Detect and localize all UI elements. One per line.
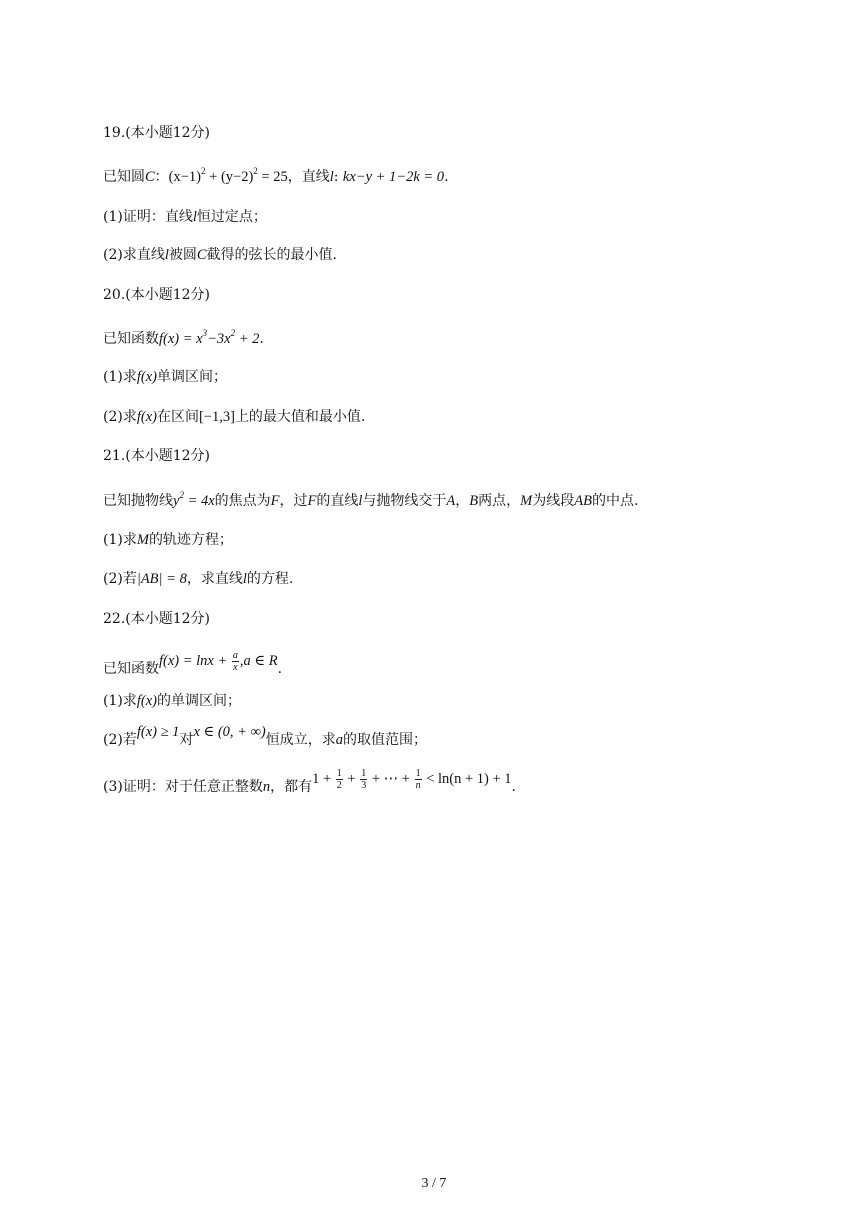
q19-header: 19.(本小题12分)	[103, 125, 211, 141]
page-number: 3 / 7	[421, 1176, 447, 1191]
q22-part1: (1)求f(x)的单调区间；	[103, 693, 241, 709]
q21-header: 21.(本小题12分)	[103, 448, 211, 464]
q21-part2: (2)若|AB| = 8，求直线l的方程.	[103, 571, 294, 587]
q22-part2: (2)若f(x) ≥ 1对x ∈ (0, + ∞)恒成立，求a的取值范围；	[103, 724, 428, 748]
q22-header: 22.(本小题12分)	[103, 611, 211, 627]
q20-part1: (1)求f(x)单调区间；	[103, 369, 227, 385]
q20-header: 20.(本小题12分)	[103, 287, 211, 303]
q21-part1: (1)求M的轨迹方程；	[103, 532, 233, 548]
q20-stem: 已知函数$f(x) = x^3-3x^2 + 2$.	[103, 328, 264, 347]
fraction-a-over-x: $\frac{a}{x}$	[232, 650, 238, 673]
q21-stem: 已知抛物线$y^2 = 4x$的焦点为F，过F的直线l与抛物线交于A，B两点，M为线段AB的中点.	[103, 490, 639, 509]
harmonic-inequality: 1 + $\frac{1}{2}$ + $\frac{1}{3}$ + ⋯ + $\frac{1}{n}$ < ln(n + 1) + 1	[312, 768, 512, 791]
q20-part2: (2)求f(x)在区间[−1,3]上的最大值和最小值.	[103, 409, 366, 425]
q19-part2: (2)求直线l被圆C截得的弦长的最小值.	[103, 247, 337, 263]
q22-stem: 已知函数f(x) = lnx + $\frac{a}{x}$ ,a ∈ R.	[103, 650, 283, 677]
q19-part1: (1)证明：直线l恒过定点；	[103, 209, 267, 225]
q22-part3: (3)证明：对于任意正整数n，都有1 + $\frac{1}{2}$ + $\frac{1}{3}$ + ⋯ + $\frac{1}{n}$ < ln(n + 1) + 1.	[103, 768, 516, 795]
q19-stem: 已知圆C：$(x-1)^2 + (y-2)^2 = 25$，直线l: kx−y + 1−2k = 0.	[103, 166, 449, 185]
